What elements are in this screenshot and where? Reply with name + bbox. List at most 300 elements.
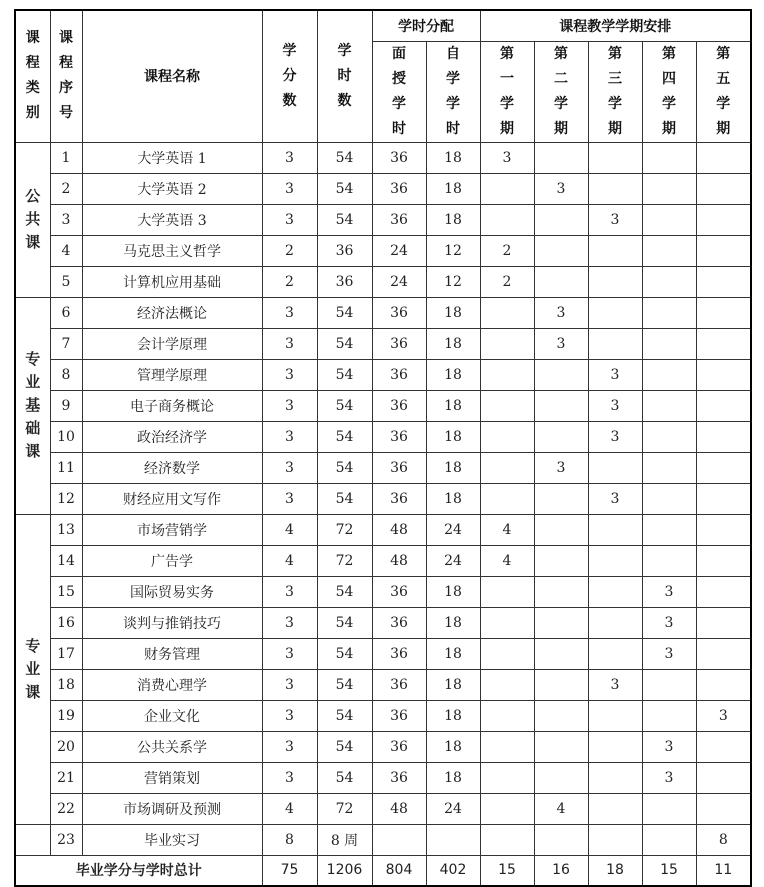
- course-face-hours: 36: [372, 607, 426, 638]
- course-seq: 5: [50, 266, 82, 297]
- header-semester-3: 第三学期: [588, 41, 642, 142]
- course-name: 财经应用文写作: [82, 483, 262, 514]
- course-semester-1: [480, 638, 534, 669]
- course-semester-2: [534, 638, 588, 669]
- course-semester-1: [480, 297, 534, 328]
- course-face-hours: 36: [372, 204, 426, 235]
- course-semester-5: [696, 297, 751, 328]
- course-semester-1: [480, 359, 534, 390]
- course-semester-3: [588, 328, 642, 359]
- course-credits: 3: [262, 452, 317, 483]
- course-semester-2: [534, 235, 588, 266]
- total-semester-4: 15: [642, 855, 696, 886]
- course-semester-3: [588, 235, 642, 266]
- course-semester-3: [588, 452, 642, 483]
- course-credits: 3: [262, 607, 317, 638]
- table-row: [15, 638, 751, 669]
- course-semester-4: 3: [642, 607, 696, 638]
- header-course-name: 课程名称: [82, 10, 262, 142]
- table-row: [15, 173, 751, 204]
- course-semester-5: [696, 235, 751, 266]
- course-semester-1: [480, 390, 534, 421]
- course-self-hours: 18: [426, 390, 480, 421]
- header-hours: 学时数: [317, 10, 372, 142]
- total-credits: 75: [262, 855, 317, 886]
- course-semester-1: [480, 669, 534, 700]
- course-name: 谈判与推销技巧: [82, 607, 262, 638]
- course-name: 大学英语 3: [82, 204, 262, 235]
- course-semester-3: [588, 793, 642, 824]
- course-face-hours: 36: [372, 731, 426, 762]
- table-row: [15, 390, 751, 421]
- course-hours: 54: [317, 390, 372, 421]
- course-credits: 3: [262, 390, 317, 421]
- course-semester-5: [696, 328, 751, 359]
- table-row: [15, 824, 751, 855]
- table-row: [15, 793, 751, 824]
- course-semester-2: [534, 266, 588, 297]
- course-face-hours: 36: [372, 452, 426, 483]
- course-hours: 54: [317, 204, 372, 235]
- course-semester-4: [642, 235, 696, 266]
- course-semester-5: [696, 452, 751, 483]
- course-seq: 9: [50, 390, 82, 421]
- course-self-hours: 18: [426, 638, 480, 669]
- course-semester-3: [588, 142, 642, 173]
- header-self-hours: 自学学时: [426, 41, 480, 142]
- course-name: 经济数学: [82, 452, 262, 483]
- table-row: [15, 142, 751, 173]
- header-semester-5: 第五学期: [696, 41, 751, 142]
- course-credits: 3: [262, 421, 317, 452]
- course-self-hours: [426, 824, 480, 855]
- course-semester-1: [480, 483, 534, 514]
- table-row: [15, 762, 751, 793]
- course-credits: 3: [262, 359, 317, 390]
- course-face-hours: 36: [372, 421, 426, 452]
- course-semester-2: 4: [534, 793, 588, 824]
- course-self-hours: 18: [426, 669, 480, 700]
- course-semester-4: 3: [642, 731, 696, 762]
- course-name: 政治经济学: [82, 421, 262, 452]
- course-hours: 54: [317, 421, 372, 452]
- course-name: 电子商务概论: [82, 390, 262, 421]
- course-seq: 18: [50, 669, 82, 700]
- course-semester-2: [534, 421, 588, 452]
- table-row: [15, 328, 751, 359]
- course-face-hours: 36: [372, 576, 426, 607]
- course-semester-2: [534, 514, 588, 545]
- course-hours: 54: [317, 328, 372, 359]
- course-semester-1: [480, 173, 534, 204]
- course-semester-5: [696, 638, 751, 669]
- header-row-1: [15, 10, 751, 41]
- course-name: 马克思主义哲学: [82, 235, 262, 266]
- course-seq: 17: [50, 638, 82, 669]
- course-face-hours: 48: [372, 514, 426, 545]
- course-semester-5: [696, 762, 751, 793]
- course-semester-2: [534, 607, 588, 638]
- course-name: 市场营销学: [82, 514, 262, 545]
- course-category: 专业课: [15, 514, 50, 824]
- course-self-hours: 18: [426, 359, 480, 390]
- course-self-hours: 18: [426, 483, 480, 514]
- course-hours: 54: [317, 669, 372, 700]
- course-credits: 3: [262, 576, 317, 607]
- course-face-hours: 36: [372, 638, 426, 669]
- course-seq: 19: [50, 700, 82, 731]
- course-name: 毕业实习: [82, 824, 262, 855]
- table-row: [15, 514, 751, 545]
- course-semester-1: [480, 607, 534, 638]
- course-category: 公共课: [15, 142, 50, 297]
- table-row: [15, 545, 751, 576]
- course-semester-2: [534, 545, 588, 576]
- course-semester-5: [696, 359, 751, 390]
- course-semester-5: [696, 142, 751, 173]
- header-credits: 学分数: [262, 10, 317, 142]
- course-semester-2: 3: [534, 173, 588, 204]
- course-semester-4: [642, 483, 696, 514]
- course-hours: 72: [317, 545, 372, 576]
- course-semester-1: 4: [480, 545, 534, 576]
- course-name: 消费心理学: [82, 669, 262, 700]
- course-hours: 54: [317, 700, 372, 731]
- course-self-hours: 18: [426, 204, 480, 235]
- course-semester-5: 3: [696, 700, 751, 731]
- total-row: [15, 855, 751, 886]
- total-face-hours: 804: [372, 855, 426, 886]
- course-hours: 36: [317, 235, 372, 266]
- course-semester-3: [588, 576, 642, 607]
- course-seq: 8: [50, 359, 82, 390]
- course-seq: 6: [50, 297, 82, 328]
- course-semester-1: [480, 824, 534, 855]
- course-semester-1: [480, 731, 534, 762]
- course-name: 计算机应用基础: [82, 266, 262, 297]
- course-semester-1: [480, 793, 534, 824]
- course-semester-4: [642, 669, 696, 700]
- course-face-hours: 48: [372, 793, 426, 824]
- course-semester-3: 3: [588, 204, 642, 235]
- course-semester-1: [480, 328, 534, 359]
- course-hours: 8 周: [317, 824, 372, 855]
- course-credits: 3: [262, 669, 317, 700]
- total-self-hours: 402: [426, 855, 480, 886]
- header-face-hours: 面授学时: [372, 41, 426, 142]
- course-seq: 11: [50, 452, 82, 483]
- course-seq: 3: [50, 204, 82, 235]
- course-self-hours: 18: [426, 452, 480, 483]
- course-semester-5: [696, 173, 751, 204]
- course-self-hours: 12: [426, 235, 480, 266]
- course-self-hours: 18: [426, 731, 480, 762]
- course-hours: 72: [317, 793, 372, 824]
- course-seq: 2: [50, 173, 82, 204]
- course-credits: 3: [262, 700, 317, 731]
- course-semester-1: [480, 204, 534, 235]
- course-face-hours: 48: [372, 545, 426, 576]
- course-face-hours: 36: [372, 483, 426, 514]
- total-label: 毕业学分与学时总计: [15, 855, 262, 886]
- course-semester-3: 3: [588, 421, 642, 452]
- course-face-hours: 36: [372, 700, 426, 731]
- course-seq: 4: [50, 235, 82, 266]
- table-row: [15, 669, 751, 700]
- course-semester-3: 3: [588, 390, 642, 421]
- course-semester-5: [696, 421, 751, 452]
- course-name: 营销策划: [82, 762, 262, 793]
- course-semester-4: [642, 297, 696, 328]
- course-semester-3: [588, 638, 642, 669]
- table-row: [15, 421, 751, 452]
- course-semester-5: [696, 266, 751, 297]
- course-self-hours: 18: [426, 607, 480, 638]
- course-semester-5: [696, 607, 751, 638]
- course-face-hours: 36: [372, 297, 426, 328]
- course-semester-3: [588, 514, 642, 545]
- course-semester-3: [588, 545, 642, 576]
- course-semester-4: [642, 514, 696, 545]
- course-semester-4: 3: [642, 638, 696, 669]
- course-semester-3: [588, 173, 642, 204]
- course-seq: 13: [50, 514, 82, 545]
- course-semester-4: [642, 266, 696, 297]
- course-self-hours: 18: [426, 576, 480, 607]
- course-semester-3: [588, 607, 642, 638]
- table-body: [15, 142, 751, 855]
- course-hours: 54: [317, 483, 372, 514]
- course-credits: 3: [262, 328, 317, 359]
- course-semester-3: [588, 700, 642, 731]
- course-name: 国际贸易实务: [82, 576, 262, 607]
- course-semester-4: [642, 390, 696, 421]
- table-row: [15, 297, 751, 328]
- course-seq: 16: [50, 607, 82, 638]
- course-hours: 54: [317, 173, 372, 204]
- course-credits: 3: [262, 142, 317, 173]
- course-semester-4: [642, 328, 696, 359]
- course-semester-4: [642, 421, 696, 452]
- total-hours: 1206: [317, 855, 372, 886]
- course-seq: 20: [50, 731, 82, 762]
- course-face-hours: 36: [372, 142, 426, 173]
- course-credits: 2: [262, 235, 317, 266]
- course-semester-4: [642, 793, 696, 824]
- course-self-hours: 18: [426, 142, 480, 173]
- table-row: [15, 235, 751, 266]
- course-semester-1: 2: [480, 266, 534, 297]
- course-seq: 22: [50, 793, 82, 824]
- course-name: 广告学: [82, 545, 262, 576]
- course-semester-5: [696, 483, 751, 514]
- course-semester-2: [534, 142, 588, 173]
- header-semester-plan: 课程教学学期安排: [480, 10, 751, 41]
- course-hours: 54: [317, 731, 372, 762]
- course-semester-5: [696, 731, 751, 762]
- course-semester-5: [696, 669, 751, 700]
- course-semester-3: 3: [588, 669, 642, 700]
- course-hours: 54: [317, 142, 372, 173]
- table-row: [15, 452, 751, 483]
- header-hour-split: 学时分配: [372, 10, 480, 41]
- course-self-hours: 24: [426, 514, 480, 545]
- course-credits: 4: [262, 514, 317, 545]
- course-semester-1: 4: [480, 514, 534, 545]
- total-semester-1: 15: [480, 855, 534, 886]
- course-semester-2: 3: [534, 452, 588, 483]
- table-row: [15, 576, 751, 607]
- course-face-hours: 36: [372, 328, 426, 359]
- course-credits: 3: [262, 638, 317, 669]
- course-semester-4: [642, 452, 696, 483]
- course-category: [15, 824, 50, 855]
- header-semester-2: 第二学期: [534, 41, 588, 142]
- course-semester-2: [534, 483, 588, 514]
- course-semester-3: 3: [588, 359, 642, 390]
- course-hours: 54: [317, 576, 372, 607]
- table-row: [15, 483, 751, 514]
- course-self-hours: 18: [426, 700, 480, 731]
- course-face-hours: 36: [372, 390, 426, 421]
- table-row: [15, 204, 751, 235]
- course-semester-4: [642, 204, 696, 235]
- course-self-hours: 18: [426, 328, 480, 359]
- course-face-hours: 36: [372, 669, 426, 700]
- course-seq: 15: [50, 576, 82, 607]
- course-semester-5: [696, 204, 751, 235]
- course-category: 专业基础课: [15, 297, 50, 514]
- course-semester-4: [642, 545, 696, 576]
- course-seq: 14: [50, 545, 82, 576]
- course-semester-2: 3: [534, 328, 588, 359]
- course-semester-2: [534, 824, 588, 855]
- total-semester-2: 16: [534, 855, 588, 886]
- course-face-hours: [372, 824, 426, 855]
- course-semester-3: [588, 297, 642, 328]
- course-name: 市场调研及预测: [82, 793, 262, 824]
- course-name: 会计学原理: [82, 328, 262, 359]
- course-semester-4: [642, 824, 696, 855]
- course-seq: 23: [50, 824, 82, 855]
- curriculum-table: [14, 9, 752, 887]
- course-seq: 12: [50, 483, 82, 514]
- course-seq: 1: [50, 142, 82, 173]
- course-semester-2: 3: [534, 297, 588, 328]
- course-seq: 10: [50, 421, 82, 452]
- course-face-hours: 24: [372, 235, 426, 266]
- course-hours: 54: [317, 359, 372, 390]
- course-self-hours: 18: [426, 173, 480, 204]
- header-semester-4: 第四学期: [642, 41, 696, 142]
- course-semester-2: [534, 762, 588, 793]
- course-semester-3: [588, 731, 642, 762]
- course-semester-3: [588, 266, 642, 297]
- course-semester-2: [534, 576, 588, 607]
- course-semester-3: [588, 824, 642, 855]
- course-semester-1: 2: [480, 235, 534, 266]
- course-hours: 54: [317, 762, 372, 793]
- course-semester-4: [642, 142, 696, 173]
- course-semester-4: [642, 700, 696, 731]
- course-semester-1: [480, 421, 534, 452]
- course-credits: 3: [262, 204, 317, 235]
- course-credits: 3: [262, 173, 317, 204]
- course-hours: 54: [317, 452, 372, 483]
- course-semester-4: 3: [642, 576, 696, 607]
- course-credits: 4: [262, 793, 317, 824]
- table-row: [15, 359, 751, 390]
- course-semester-4: [642, 359, 696, 390]
- course-name: 经济法概论: [82, 297, 262, 328]
- course-semester-2: [534, 669, 588, 700]
- course-self-hours: 18: [426, 762, 480, 793]
- table-row: [15, 266, 751, 297]
- course-self-hours: 18: [426, 421, 480, 452]
- table-row: [15, 607, 751, 638]
- course-name: 财务管理: [82, 638, 262, 669]
- table-row: [15, 731, 751, 762]
- course-credits: 2: [262, 266, 317, 297]
- total-semester-3: 18: [588, 855, 642, 886]
- header-semester-1: 第一学期: [480, 41, 534, 142]
- table-row: [15, 700, 751, 731]
- course-credits: 3: [262, 297, 317, 328]
- course-face-hours: 36: [372, 359, 426, 390]
- course-face-hours: 36: [372, 173, 426, 204]
- course-name: 公共关系学: [82, 731, 262, 762]
- course-name: 大学英语 2: [82, 173, 262, 204]
- course-semester-1: [480, 576, 534, 607]
- course-credits: 3: [262, 483, 317, 514]
- course-semester-5: [696, 514, 751, 545]
- course-self-hours: 24: [426, 545, 480, 576]
- course-semester-1: [480, 762, 534, 793]
- header-seq: 课程序号: [50, 10, 82, 142]
- course-credits: 3: [262, 731, 317, 762]
- course-semester-2: [534, 700, 588, 731]
- course-name: 大学英语 1: [82, 142, 262, 173]
- course-hours: 54: [317, 607, 372, 638]
- course-name: 管理学原理: [82, 359, 262, 390]
- course-credits: 8: [262, 824, 317, 855]
- total-semester-5: 11: [696, 855, 751, 886]
- course-credits: 4: [262, 545, 317, 576]
- course-semester-2: [534, 390, 588, 421]
- course-hours: 54: [317, 638, 372, 669]
- course-semester-4: 3: [642, 762, 696, 793]
- course-self-hours: 12: [426, 266, 480, 297]
- course-semester-2: [534, 359, 588, 390]
- course-semester-1: 3: [480, 142, 534, 173]
- course-self-hours: 18: [426, 297, 480, 328]
- course-credits: 3: [262, 762, 317, 793]
- course-semester-5: [696, 390, 751, 421]
- course-semester-5: 8: [696, 824, 751, 855]
- course-self-hours: 24: [426, 793, 480, 824]
- course-semester-3: [588, 762, 642, 793]
- course-hours: 72: [317, 514, 372, 545]
- course-hours: 54: [317, 297, 372, 328]
- course-seq: 7: [50, 328, 82, 359]
- course-hours: 36: [317, 266, 372, 297]
- course-semester-5: [696, 545, 751, 576]
- course-face-hours: 36: [372, 762, 426, 793]
- header-category: 课程类别: [15, 10, 50, 142]
- course-semester-5: [696, 793, 751, 824]
- course-semester-5: [696, 576, 751, 607]
- course-seq: 21: [50, 762, 82, 793]
